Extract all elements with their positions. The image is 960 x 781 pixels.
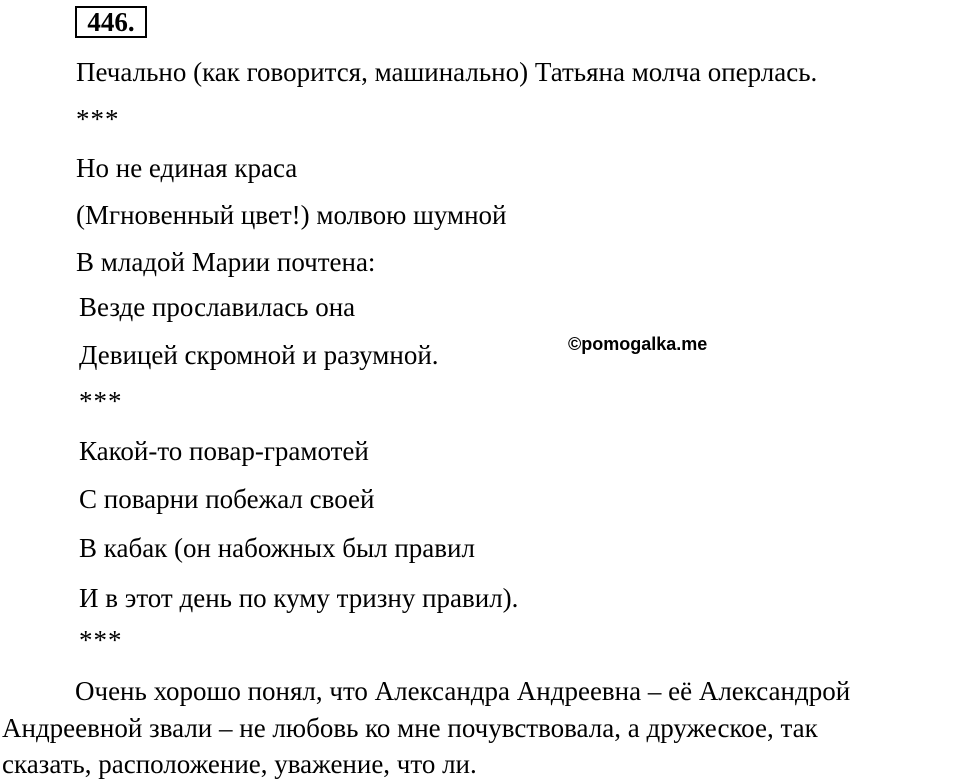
text-line-1: Печально (как говорится, машинально) Татьяна молча оперлась. — [76, 57, 818, 87]
verse-line-3: В младой Марии почтена: — [76, 247, 376, 277]
watermark: ©pomogalka.me — [568, 334, 708, 354]
verse-line-4: Везде прославилась она — [79, 292, 356, 322]
separator-stars-3: *** — [79, 625, 123, 655]
verse-line-9: И в этот день по куму тризну правил). — [79, 583, 519, 613]
verse-line-1: Но не единая краса — [76, 153, 298, 183]
verse-line-2: (Мгновенный цвет!) молвою шумной — [76, 200, 507, 230]
verse-line-8: В кабак (он набожных был правил — [79, 533, 475, 563]
verse-line-6: Какой-то повар-грамотей — [79, 436, 369, 466]
separator-stars-2: *** — [79, 386, 123, 416]
paragraph-line-2: Андреевной звали – не любовь ко мне почувствовала, а дружеское, так — [2, 713, 818, 743]
verse-line-5: Девицей скромной и разумной. — [79, 340, 439, 370]
paragraph-line-3: сказать, расположение, уважение, что ли. — [2, 749, 477, 779]
exercise-number: 446. — [75, 6, 147, 38]
verse-line-7: С поварни побежал своей — [79, 484, 375, 514]
separator-stars-1: *** — [76, 104, 120, 134]
paragraph-line-1: Очень хорошо понял, что Александра Андреевна – её Александрой — [75, 676, 851, 706]
